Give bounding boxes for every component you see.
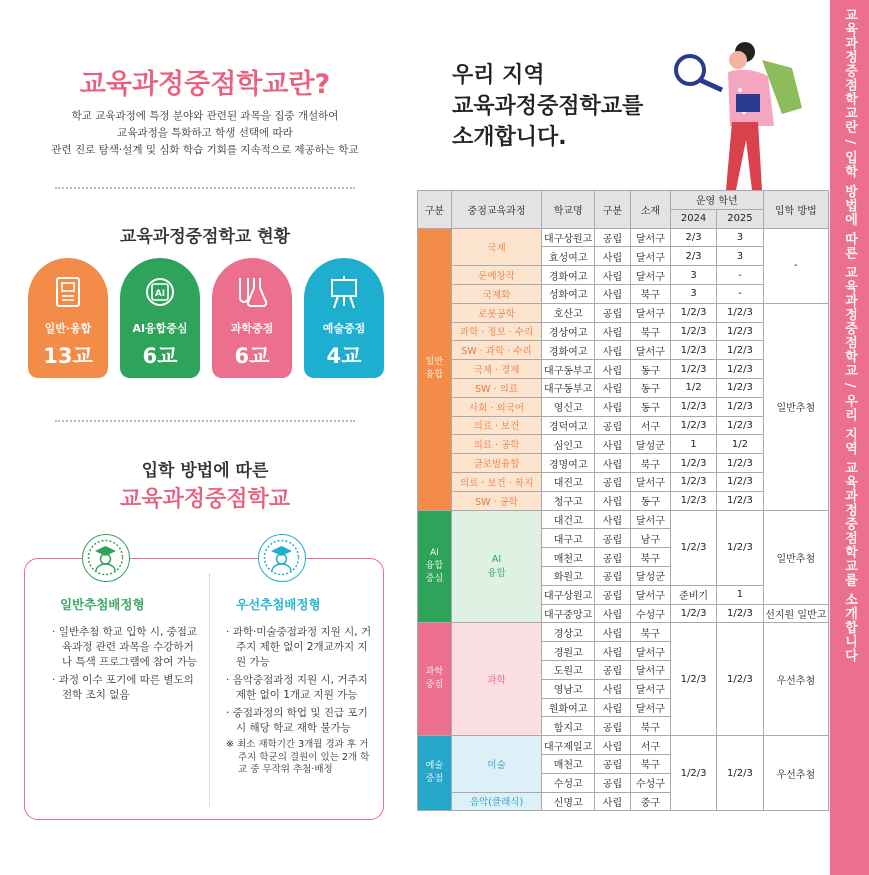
year-2024-cell: 준비기 xyxy=(670,585,716,604)
type-cell: 사립 xyxy=(595,266,631,285)
definition-text xyxy=(0,108,410,159)
focus-cell: 과학 xyxy=(451,623,542,736)
type-cell: 사립 xyxy=(595,284,631,303)
year-2024-cell: 2/3 xyxy=(670,228,716,247)
admission-divider xyxy=(209,574,210,806)
school-cell: 효성여고 xyxy=(542,247,595,266)
year-2024-cell: 1/2/3 xyxy=(670,397,716,416)
year-2025-cell: 1/2/3 xyxy=(717,378,763,397)
location-cell: 달서구 xyxy=(630,472,670,491)
card-count: 6교 xyxy=(142,344,178,368)
header-location: 소재 xyxy=(630,191,670,229)
year-2025-cell: 1/2/3 xyxy=(717,491,763,510)
year-2024-cell: 1/2/3 xyxy=(670,360,716,379)
type-cell: 사립 xyxy=(595,341,631,360)
school-cell: 대구상원고 xyxy=(542,585,595,604)
type-cell: 사립 xyxy=(595,360,631,379)
school-cell: 대구상원고 xyxy=(542,228,595,247)
focus-cell: 의료 · 보건 · 복지 xyxy=(451,472,542,491)
type-cell: 사립 xyxy=(595,679,631,698)
card-label: 예술중점 xyxy=(322,322,366,335)
location-cell: 북구 xyxy=(630,284,670,303)
year-2025-cell: 1/2/3 xyxy=(717,341,763,360)
year-2025-cell: 1/2/3 xyxy=(717,472,763,491)
type-cell: 사립 xyxy=(595,322,631,341)
table-body xyxy=(418,228,829,811)
card-count: 13교 xyxy=(43,344,93,368)
location-cell: 동구 xyxy=(630,360,670,379)
school-cell: 경상고 xyxy=(542,623,595,642)
ai-chip-icon xyxy=(140,272,180,312)
year-2025-cell: 1/2/3 xyxy=(717,397,763,416)
admission-cell: 일반추첨 xyxy=(763,510,828,604)
school-cell: 경화여고 xyxy=(542,341,595,360)
divider xyxy=(55,420,355,422)
type-cell: 공립 xyxy=(595,566,631,585)
school-cell: 대건고 xyxy=(542,510,595,529)
focus-cell: 의료 · 보건 xyxy=(451,416,542,435)
focus-cell: 문예창작 xyxy=(451,266,542,285)
location-cell: 중구 xyxy=(630,792,670,811)
school-cell: 대진고 xyxy=(542,472,595,491)
student-magnifier-illustration xyxy=(670,30,810,190)
year-2024-cell: 1/2/3 xyxy=(670,604,716,623)
school-cell: 경상여고 xyxy=(542,322,595,341)
status-card-general xyxy=(28,258,108,378)
type-cell: 사립 xyxy=(595,623,631,642)
table-header-row xyxy=(418,191,829,210)
focus-cell: 로봇공학 xyxy=(451,303,542,322)
location-cell: 달서구 xyxy=(630,303,670,322)
school-cell: 도원고 xyxy=(542,660,595,679)
status-title: 교육과정중점학교 현황 xyxy=(119,227,291,247)
graduate-green-icon xyxy=(82,534,130,582)
status-card-arts xyxy=(304,258,384,378)
year-2025-cell: 1/2/3 xyxy=(717,322,763,341)
header-type: 구분 xyxy=(595,191,631,229)
card-count: 4교 xyxy=(326,344,362,368)
location-cell: 북구 xyxy=(630,454,670,473)
school-cell: 원화여고 xyxy=(542,698,595,717)
status-cards xyxy=(28,258,384,378)
location-cell: 북구 xyxy=(630,717,670,736)
intro-line: 관련 진로 탐색·설계 및 심화 학습 기회를 지속적으로 제공하는 학교 xyxy=(51,144,359,156)
type-cell: 공립 xyxy=(595,754,631,773)
type-cell: 사립 xyxy=(595,736,631,755)
region-title xyxy=(452,60,643,153)
year-2025-cell: 1/2/3 xyxy=(717,360,763,379)
card-label: 과학중점 xyxy=(230,322,274,335)
type-cell: 사립 xyxy=(595,397,631,416)
list-item: · 중점과정의 학업 및 진급 포기 시 해당 학교 재학 불가능 xyxy=(226,706,376,736)
year-2025-cell: - xyxy=(717,284,763,303)
type-cell: 공립 xyxy=(595,660,631,679)
school-cell: 호산고 xyxy=(542,303,595,322)
type-cell: 사립 xyxy=(595,510,631,529)
divider xyxy=(55,187,355,189)
type-cell: 공립 xyxy=(595,472,631,491)
focus-cell: 사회 · 외국어 xyxy=(451,397,542,416)
year-2025-cell: 1/2/3 xyxy=(717,736,763,811)
school-cell: 성화여고 xyxy=(542,284,595,303)
header-school: 학교명 xyxy=(542,191,595,229)
location-cell: 달서구 xyxy=(630,510,670,529)
school-cell: 영남고 xyxy=(542,679,595,698)
card-label: AI융합중심 xyxy=(132,322,188,335)
category-cell: 일반 융합 xyxy=(418,228,452,510)
admission-cell: 선지원 일반고 xyxy=(763,604,828,623)
type-cell: 사립 xyxy=(595,698,631,717)
general-list xyxy=(52,625,202,706)
focus-cell: 의료 · 공학 xyxy=(451,435,542,454)
type-cell: 사립 xyxy=(595,378,631,397)
admission-cell: - xyxy=(763,228,828,303)
type-cell: 공립 xyxy=(595,548,631,567)
intro-line: 교육과정을 특화하고 학생 선택에 따라 xyxy=(117,127,293,139)
list-item: · 일반추첨 학교 입학 시, 중점교육과정 관련 과목을 수강하거나 특색 프로그램에 참여 가능 xyxy=(52,625,202,670)
note: ※ 최소 재학기간 3개월 경과 후 거주지 학군의 결원이 있는 2개 학교 중 무작위 추첨·배정 xyxy=(226,739,370,775)
type-cell: 공립 xyxy=(595,585,631,604)
focus-cell: SW · 과학 · 수리 xyxy=(451,341,542,360)
year-2025-cell: 1/2/3 xyxy=(717,303,763,322)
school-cell: 매천고 xyxy=(542,754,595,773)
status-card-ai xyxy=(120,258,200,378)
location-cell: 달서구 xyxy=(630,228,670,247)
location-cell: 동구 xyxy=(630,491,670,510)
type-cell: 공립 xyxy=(595,303,631,322)
year-2024-cell: 3 xyxy=(670,284,716,303)
school-cell: 경화여고 xyxy=(542,266,595,285)
definition-title: 교육과정중점학교란? xyxy=(79,69,331,100)
location-cell: 달서구 xyxy=(630,247,670,266)
school-cell: 대구제일고 xyxy=(542,736,595,755)
location-cell: 서구 xyxy=(630,416,670,435)
year-2024-cell: 1/2/3 xyxy=(670,454,716,473)
location-cell: 달서구 xyxy=(630,679,670,698)
card-count: 6교 xyxy=(234,344,270,368)
school-cell: 수성고 xyxy=(542,773,595,792)
title-line: 우리 지역 xyxy=(452,63,545,88)
year-2024-cell: 3 xyxy=(670,266,716,285)
location-cell: 달서구 xyxy=(630,266,670,285)
year-2024-cell: 1/2/3 xyxy=(670,736,716,811)
year-2024-cell: 1/2/3 xyxy=(670,416,716,435)
location-cell: 수성구 xyxy=(630,604,670,623)
card-label: 일반·융합 xyxy=(44,322,92,335)
location-cell: 달서구 xyxy=(630,698,670,717)
table-row xyxy=(418,623,829,642)
category-cell: AI 융합 중심 xyxy=(418,510,452,623)
table-row xyxy=(418,303,829,322)
location-cell: 수성구 xyxy=(630,773,670,792)
svg-text:AI: AI xyxy=(154,289,166,299)
focus-cell: SW · 의료 xyxy=(451,378,542,397)
location-cell: 서구 xyxy=(630,736,670,755)
type-cell: 사립 xyxy=(595,642,631,661)
location-cell: 북구 xyxy=(630,754,670,773)
year-2025-cell: 1/2/3 xyxy=(717,510,763,585)
category-cell: 과학 중점 xyxy=(418,623,452,736)
category-cell: 예술 중점 xyxy=(418,736,452,811)
admission-cell: 우선추첨 xyxy=(763,736,828,811)
location-cell: 동구 xyxy=(630,397,670,416)
type-cell: 공립 xyxy=(595,416,631,435)
table-row xyxy=(418,228,829,247)
priority-list xyxy=(226,625,376,780)
location-cell: 달서구 xyxy=(630,660,670,679)
school-cell: 신명고 xyxy=(542,792,595,811)
school-cell: 심인고 xyxy=(542,435,595,454)
location-cell: 북구 xyxy=(630,548,670,567)
list-item: · 과학·미술중점과정 지원 시, 거주지 제한 없이 2개교까지 지원 가능 xyxy=(226,625,376,670)
year-2025-cell: 1 xyxy=(717,585,763,604)
side-banner-text: 교육과정중점학교란 / 입학 방법에 따른 교육과정중점학교 / 우리 지역 교육과정중점학교를 소개합니다 xyxy=(842,8,857,663)
focus-cell: 국제 · 경제 xyxy=(451,360,542,379)
type-cell: 사립 xyxy=(595,247,631,266)
type-cell: 사립 xyxy=(595,604,631,623)
location-cell: 달서구 xyxy=(630,642,670,661)
admission-cell: 일반추첨 xyxy=(763,303,828,510)
school-cell: 화원고 xyxy=(542,566,595,585)
year-2024-cell: 1/2 xyxy=(670,378,716,397)
type-cell: 사립 xyxy=(595,792,631,811)
school-cell: 경명여고 xyxy=(542,454,595,473)
left-panel xyxy=(0,0,410,875)
general-heading: 일반추첨배정형 xyxy=(60,597,145,612)
year-2025-cell: 1/2/3 xyxy=(717,454,763,473)
title-line: 교육과정중점학교를 xyxy=(452,94,644,119)
status-card-science xyxy=(212,258,292,378)
header-2024: 2024 xyxy=(670,209,716,228)
list-item: · 음악중점과정 지원 시, 거주지 제한 없이 1개교 지원 가능 xyxy=(226,673,376,703)
focus-cell: AI 융합 xyxy=(451,510,542,623)
location-cell: 남구 xyxy=(630,529,670,548)
focus-cell: 과학 · 정보 · 수리 xyxy=(451,322,542,341)
type-cell: 공립 xyxy=(595,228,631,247)
focus-cell: SW · 공학 xyxy=(451,491,542,510)
admission-cell: 우선추첨 xyxy=(763,623,828,736)
location-cell: 북구 xyxy=(630,623,670,642)
table-row xyxy=(418,736,829,755)
year-2024-cell: 1/2/3 xyxy=(670,510,716,585)
graduate-blue-icon xyxy=(258,534,306,582)
year-2024-cell: 2/3 xyxy=(670,247,716,266)
type-cell: 공립 xyxy=(595,773,631,792)
header-admission: 입학 방법 xyxy=(763,191,828,229)
type-cell: 공립 xyxy=(595,717,631,736)
location-cell: 달서구 xyxy=(630,341,670,360)
school-cell: 대구동부고 xyxy=(542,360,595,379)
year-2024-cell: 1 xyxy=(670,435,716,454)
type-cell: 사립 xyxy=(595,435,631,454)
focus-cell: 국제화 xyxy=(451,284,542,303)
school-cell: 영신고 xyxy=(542,397,595,416)
easel-icon xyxy=(324,272,364,312)
location-cell: 북구 xyxy=(630,322,670,341)
focus-cell: 미술 xyxy=(451,736,542,792)
location-cell: 달성군 xyxy=(630,566,670,585)
location-cell: 동구 xyxy=(630,378,670,397)
header-focus: 중점교육과정 xyxy=(451,191,542,229)
focus-cell: 국제 xyxy=(451,228,542,266)
admission-subtitle: 교육과정중점학교 xyxy=(119,487,291,512)
priority-heading: 우선추첨배정형 xyxy=(236,597,321,612)
school-cell: 청구고 xyxy=(542,491,595,510)
focus-cell: 글로벌융합 xyxy=(451,454,542,473)
year-2024-cell: 1/2/3 xyxy=(670,623,716,736)
year-2024-cell: 1/2/3 xyxy=(670,491,716,510)
school-cell: 경원고 xyxy=(542,642,595,661)
table-row xyxy=(418,510,829,529)
title-line: 소개합니다. xyxy=(452,125,567,150)
year-2025-cell: 3 xyxy=(717,228,763,247)
year-2025-cell: 1/2/3 xyxy=(717,416,763,435)
school-cell: 대구중앙고 xyxy=(542,604,595,623)
year-2025-cell: 3 xyxy=(717,247,763,266)
focus-cell: 음악(클래식) xyxy=(451,792,542,811)
year-2024-cell: 1/2/3 xyxy=(670,322,716,341)
school-cell: 매천고 xyxy=(542,548,595,567)
type-cell: 공립 xyxy=(595,529,631,548)
header-2025: 2025 xyxy=(717,209,763,228)
header-category: 구분 xyxy=(418,191,452,229)
year-2024-cell: 1/2/3 xyxy=(670,303,716,322)
year-2025-cell: 1/2 xyxy=(717,435,763,454)
year-2025-cell: - xyxy=(717,266,763,285)
school-cell: 대구동부고 xyxy=(542,378,595,397)
book-icon xyxy=(48,272,88,312)
admission-title: 입학 방법에 따른 xyxy=(141,461,269,481)
year-2024-cell: 1/2/3 xyxy=(670,341,716,360)
intro-line: 학교 교육과정에 특정 분야와 관련된 과목을 집중 개설하여 xyxy=(71,110,339,122)
header-years: 운영 학년 xyxy=(670,191,763,210)
year-2025-cell: 1/2/3 xyxy=(717,604,763,623)
school-table xyxy=(417,190,829,811)
location-cell: 달성군 xyxy=(630,435,670,454)
type-cell: 사립 xyxy=(595,491,631,510)
location-cell: 달서구 xyxy=(630,585,670,604)
type-cell: 사립 xyxy=(595,454,631,473)
school-cell: 경덕여고 xyxy=(542,416,595,435)
list-item: · 과정 이수 포기에 따른 별도의 전학 조치 없음 xyxy=(52,673,202,703)
year-2024-cell: 1/2/3 xyxy=(670,472,716,491)
school-cell: 함지고 xyxy=(542,717,595,736)
year-2025-cell: 1/2/3 xyxy=(717,623,763,736)
flask-icon xyxy=(232,272,272,312)
school-cell: 대구고 xyxy=(542,529,595,548)
